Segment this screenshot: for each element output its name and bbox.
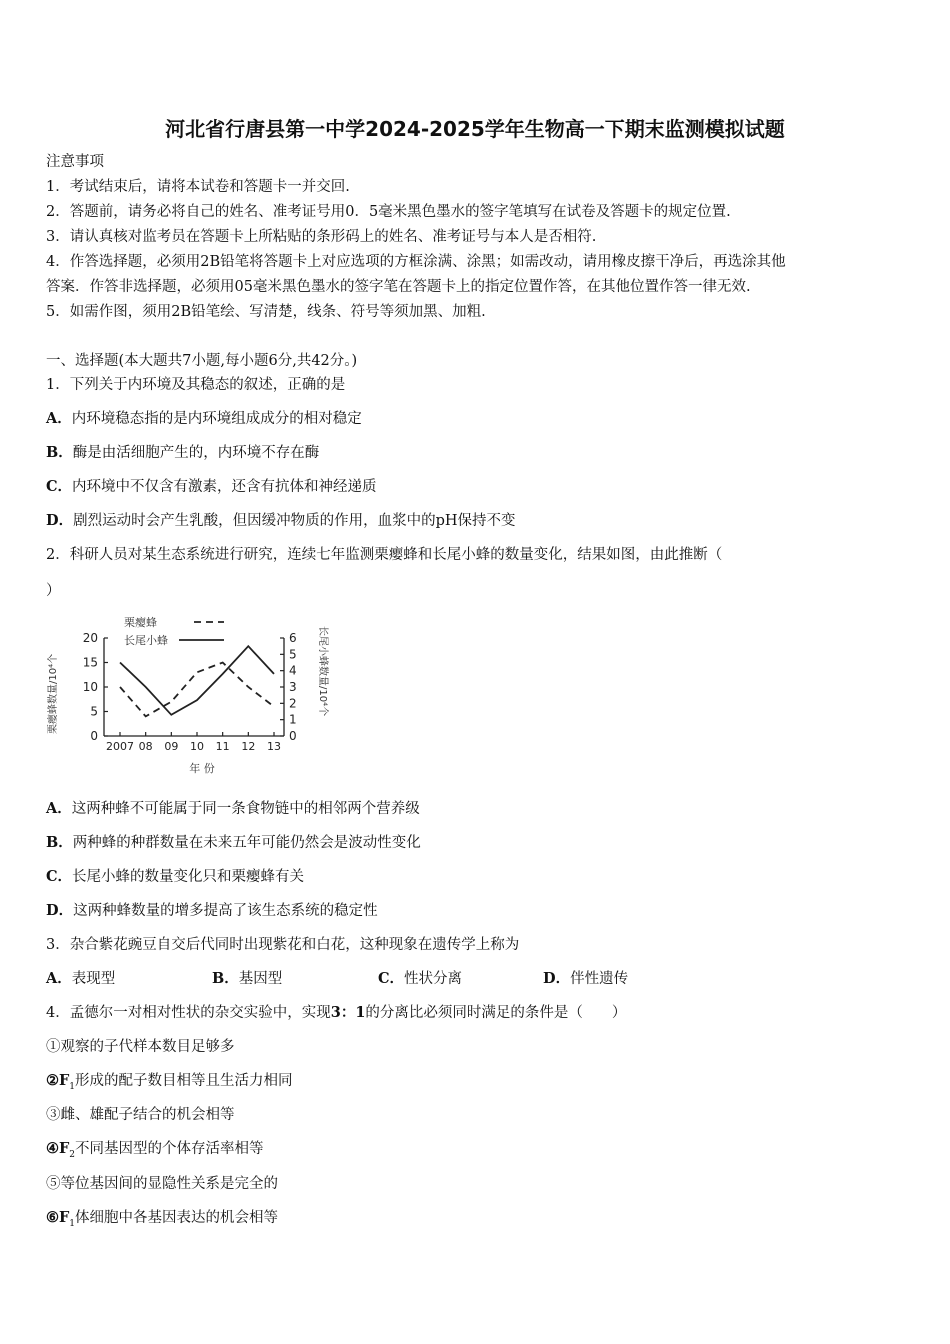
x-tick-label: 09: [164, 740, 179, 753]
notice-item: 2．答题前，请务必将自己的姓名、准考证号用0．5毫米黑色墨水的签字笔填写在试卷及答题卡的规定位置.: [46, 204, 731, 220]
q2-option-a: [46, 799, 420, 819]
legend-label-chestnut-gall-wasp: 栗瘿蜂: [124, 616, 157, 629]
option-letter: C．: [46, 478, 73, 495]
y-tick-label-left: 0: [90, 729, 98, 743]
option-letter: B．: [212, 970, 239, 987]
y-tick-label-left: 10: [82, 680, 98, 694]
page-title: 河北省行唐县第一中学2024-2025学年生物高一下期末监测模拟试题: [165, 117, 785, 141]
condition-number: ⑥F: [46, 1209, 70, 1226]
legend-label-long-tailed-wasp: 长尾小蜂: [124, 634, 168, 647]
option-text: 这两种蜂数量的增多提高了该生态系统的稳定性: [73, 903, 378, 919]
q4-condition-2: [46, 1071, 293, 1097]
condition-number: ⑤: [46, 1176, 61, 1192]
option-text: 酶是由活细胞产生的，内环境不存在酶: [72, 445, 320, 461]
condition-subscript: 1: [69, 1081, 76, 1092]
option-letter: A．: [46, 800, 72, 817]
q1-option-a: [46, 409, 362, 429]
q2-option-b: [46, 833, 421, 853]
x-tick-label: 12: [241, 740, 256, 753]
question-2-stem: 2．科研人员对某生态系统进行研究，连续七年监测栗瘿蜂和长尾小蜂的数量变化，结果如图，由此推断（: [46, 547, 723, 563]
notice-item: 1．考试结束后，请将本试卷和答题卡一并交回.: [46, 179, 350, 195]
option-text: 两种蜂的种群数量在未来五年可能仍然会是波动性变化: [72, 835, 421, 851]
q2-option-c: [46, 867, 304, 887]
q1-option-c: [46, 477, 377, 497]
y-tick-label-right: 4: [289, 663, 297, 678]
option-text: 基因型: [238, 971, 283, 987]
y-tick-label-right: 6: [289, 631, 297, 645]
option-text: 性状分离: [404, 971, 463, 987]
q4-condition-5: [46, 1174, 278, 1194]
x-tick-label: 13: [267, 740, 281, 753]
option-text: 长尾小蜂的数量变化只和栗瘿蜂有关: [72, 869, 305, 885]
x-tick-label: 10: [190, 740, 204, 753]
condition-text: 不同基因型的个体存活率相等: [75, 1141, 264, 1157]
option-letter: A．: [46, 410, 72, 427]
y-tick-label-right: 1: [289, 712, 297, 727]
question-4-stem: [46, 1003, 626, 1023]
y-tick-label-left: 15: [82, 655, 98, 670]
q3-option-b: [212, 969, 282, 989]
option-text: 内环境稳态指的是内环境组成成分的相对稳定: [71, 411, 362, 427]
option-text: 剧烈运动时会产生乳酸，但因缓冲物质的作用，血浆中的pH保持不变: [73, 513, 516, 529]
condition-subscript: 1: [69, 1218, 76, 1229]
option-text: 表现型: [71, 971, 116, 987]
q3-option-c: [378, 969, 462, 989]
y-tick-label-right: 5: [289, 647, 297, 662]
question-3-stem: 3．杂合紫花豌豆自交后代同时出现紫花和白花，这种现象在遗传学上称为: [46, 937, 520, 953]
x-tick-label: 08: [138, 740, 153, 753]
x-tick-label: 2007: [106, 740, 134, 753]
option-text: 伴性遗传: [570, 971, 629, 987]
q1-option-d: [46, 511, 516, 531]
condition-number: ③: [46, 1107, 61, 1123]
y-tick-label-left: 20: [82, 631, 98, 645]
option-letter: A．: [46, 970, 72, 987]
q4-condition-1: [46, 1037, 235, 1057]
q3-option-a: [46, 969, 115, 989]
option-text: 内环境中不仅含有激素，还含有抗体和神经递质: [72, 479, 377, 495]
q1-option-b: [46, 443, 319, 463]
stem-part: 4．孟德尔一对相对性状的杂交实验中，实现: [46, 1005, 331, 1021]
q3-option-d: [543, 969, 628, 989]
x-tick-label: 11: [215, 740, 230, 753]
notice-item: 3．请认真核对监考员在答题卡上所粘贴的条形码上的姓名、准考证号与本人是否相符.: [46, 229, 597, 245]
condition-number: ①: [46, 1039, 61, 1055]
option-letter: D．: [46, 512, 74, 529]
q4-condition-4: [46, 1139, 264, 1165]
section-heading: 一、选择题(本大题共7小题,每小题6分,共42分。): [46, 353, 358, 369]
option-letter: C．: [378, 970, 405, 987]
condition-text: 形成的配子数目相等且生活力相同: [75, 1073, 293, 1089]
question-1-stem: 1．下列关于内环境及其稳态的叙述，正确的是: [46, 377, 346, 393]
y-tick-label-right: 2: [289, 696, 297, 711]
y-tick-label-right: 0: [289, 729, 297, 743]
condition-text: 观察的子代样本数目足够多: [60, 1039, 235, 1055]
notice-item: 答案．作答非选择题，必须用05毫米黑色墨水的签字笔在答题卡上的指定位置作答，在其他位置作答一律无效.: [46, 279, 751, 295]
population-line-chart: [44, 612, 344, 782]
y-tick-label-right: 3: [289, 680, 297, 694]
q2-option-d: [46, 901, 378, 921]
option-letter: B．: [46, 444, 73, 461]
condition-number: ②F: [46, 1072, 70, 1089]
series-line-long-tailed-wasp: [120, 646, 274, 715]
stem-part: 的分离比必须同时满足的条件是（ ）: [365, 1005, 627, 1021]
option-letter: D．: [46, 902, 74, 919]
q4-condition-6: [46, 1208, 278, 1234]
x-axis-label: 年 份: [189, 762, 215, 775]
notice-item: 4．作答选择题，必须用2B铅笔将答题卡上对应选项的方框涂满、涂黑；如需改动，请用橡皮擦干净后，再选涂其他: [46, 254, 786, 270]
condition-text: 雌、雄配子结合的机会相等: [60, 1107, 235, 1123]
notice-heading: 注意事项: [46, 154, 104, 170]
option-letter: C．: [46, 868, 73, 885]
series-line-chestnut-gall-wasp: [120, 663, 274, 717]
option-letter: D．: [543, 970, 571, 987]
condition-number: ④F: [46, 1140, 70, 1157]
stem-ratio: 3：1: [330, 1004, 366, 1021]
y-tick-label-left: 5: [90, 704, 98, 719]
notice-item: 5．如需作图，须用2B铅笔绘、写清楚，线条、符号等须加黑、加粗.: [46, 304, 486, 320]
option-letter: B．: [46, 834, 73, 851]
option-text: 这两种蜂不可能属于同一条食物链中的相邻两个营养级: [71, 801, 420, 817]
q4-condition-3: [46, 1105, 235, 1125]
y-axis-label-left: 栗瘿蜂数量/10⁴个: [48, 653, 59, 734]
condition-subscript: 2: [69, 1149, 76, 1160]
condition-text: 等位基因间的显隐性关系是完全的: [60, 1176, 278, 1192]
y-axis-label-right: 长尾小蜂数量/10⁴个: [317, 626, 328, 717]
question-2-stem-end: ）: [46, 583, 61, 599]
condition-text: 体细胞中各基因表达的机会相等: [75, 1210, 279, 1226]
